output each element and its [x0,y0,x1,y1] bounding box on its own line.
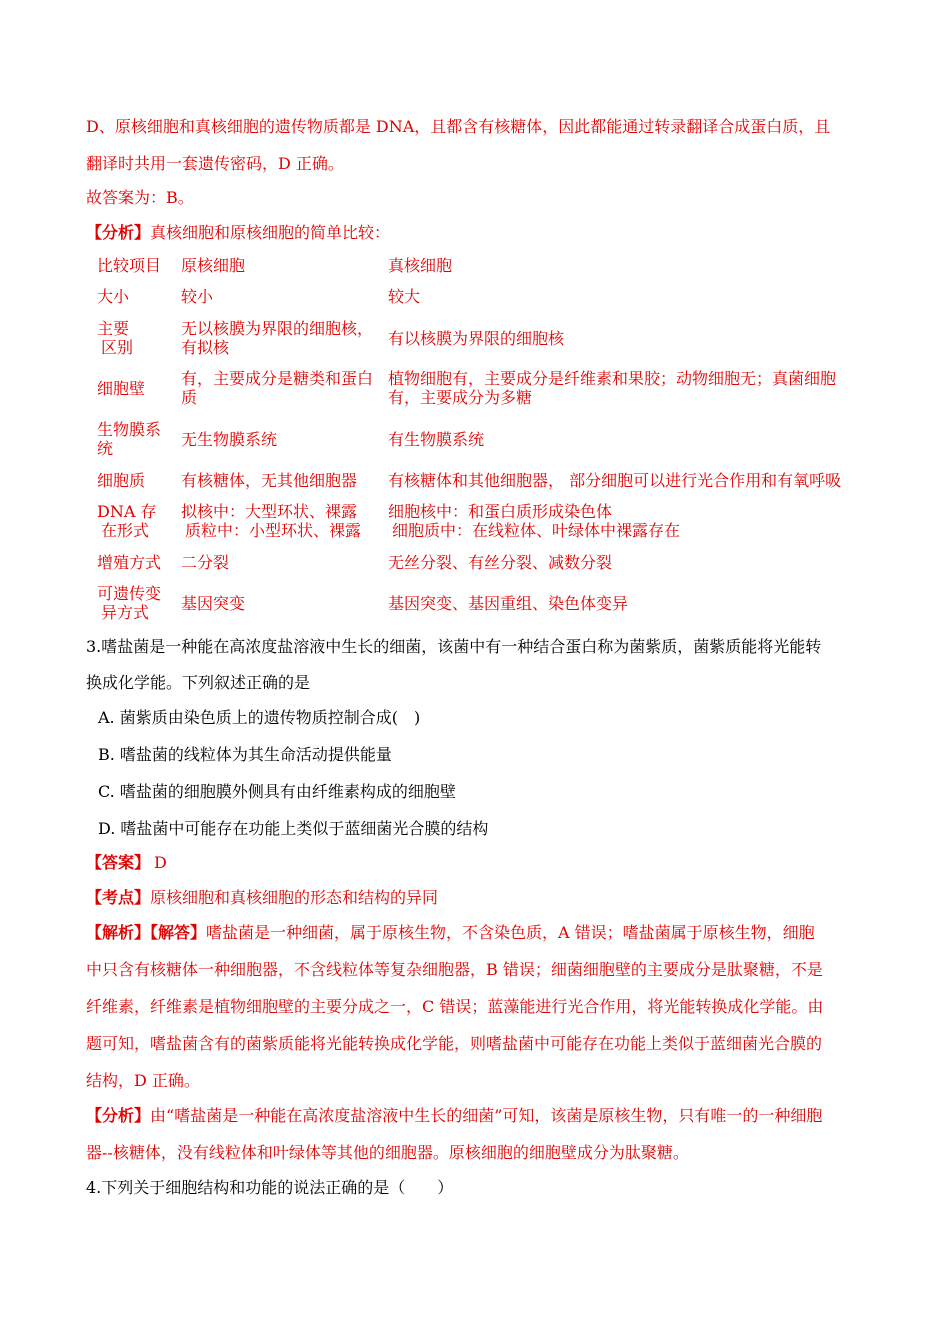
eukaryote-cell: 基因突变、基因重组、染色体变异 [388,594,629,613]
row-label-line: 可遗传变 [97,584,162,603]
cell-line: 细胞质中：在线粒体、叶绿体中裸露存在 [392,521,681,540]
answer-value: D [154,853,167,872]
q3-analysis-line-1 [86,1105,822,1127]
prokaryote-cell: 有核糖体，无其他细胞器 [181,471,358,490]
row-label-line: 生物膜系 [97,420,162,439]
prokaryote-cell [181,502,381,540]
cell-line: 拟核中：大型环状、裸露 [181,502,358,521]
cell-line: 植物细胞有，主要成分是纤维素和果胶；动物细胞无；真菌细胞 [388,369,837,388]
answer-tag: 【答案】 [86,853,151,872]
answer-d-line-2: 翻译时共用一套遗传密码，D 正确。 [86,154,344,173]
row-label-line: 统 [97,439,114,458]
row-label [97,420,175,458]
eukaryote-cell [388,369,868,407]
row-label [97,584,175,622]
row-label: 细胞壁 [97,379,146,398]
row-label-line: 区别 [101,338,134,357]
q3-stem-line-1: 3.嗜盐菌是一种能在高浓度盐溶液中生长的细菌，该菌中有一种结合蛋白称为菌紫质，菌紫质能将光能转 [86,637,822,656]
point-text: 原核细胞和真核细胞的形态和结构的异同 [150,888,439,907]
final-answer: 故答案为：B。 [86,188,194,207]
analysis-heading [86,222,390,244]
cell-line: 无以核膜为界限的细胞核， [181,319,374,338]
eukaryote-cell: 无丝分裂、有丝分裂、减数分裂 [388,553,613,572]
eukaryote-cell: 有以核膜为界限的细胞核 [388,329,565,348]
analysis-text: 真核细胞和原核细胞的简单比较： [150,223,391,242]
cell-line: 有拟核 [181,338,230,357]
eukaryote-cell: 有生物膜系统 [388,430,485,449]
q3-option-b: B. 嗜盐菌的线粒体为其生命活动提供能量 [98,745,392,764]
prokaryote-cell: 二分裂 [181,553,230,572]
prokaryote-cell: 较小 [181,287,214,306]
eukaryote-cell: 较大 [388,287,421,306]
q3-option-c: C. 嗜盐菌的细胞膜外侧具有由纤维素构成的细胞壁 [98,782,456,801]
eukaryote-cell [388,502,868,540]
cell-line: 细胞核中：和蛋白质形成染色体 [388,502,613,521]
cell-line: 有，主要成分是糖类和蛋白 [181,369,374,388]
cell-line: 质粒中：小型环状、裸露 [185,521,362,540]
answer-d-line-1: D、原核细胞和真核细胞的遗传物质都是 DNA，且都含有核糖体，因此都能通过转录翻译合成蛋白质，且 [86,117,831,136]
row-label [97,502,175,540]
q3-analysis-line-2: 器--核糖体，没有线粒体和叶绿体等其他的细胞器。原核细胞的细胞壁成分为肽聚糖。 [86,1143,689,1162]
analysis-tag: 【分析】 [86,1106,151,1125]
q3-explain-line-5: 结构，D 正确。 [86,1071,200,1090]
analysis-text: 由“嗜盐菌是一种能在高浓度盐溶液中生长的细菌”可知，该菌是原核生物，只有唯一的一种细胞 [150,1106,823,1125]
explain-text: 嗜盐菌是一种细菌，属于原核生物，不含染色质，A 错误；嗜盐菌属于原核生物，细胞 [206,923,815,942]
cell-line: 有，主要成分为多糖 [388,388,533,407]
header-eukaryote: 真核细胞 [388,256,453,275]
row-label: 细胞质 [97,471,146,490]
q3-explain-line-1 [86,922,815,944]
row-label-line: 异方式 [101,603,150,622]
q3-option-d: D. 嗜盐菌中可能存在功能上类似于蓝细菌光合膜的结构 [98,819,489,838]
prokaryote-cell [181,319,381,357]
prokaryote-cell: 基因突变 [181,594,246,613]
prokaryote-cell [181,369,381,407]
row-label [97,319,175,357]
q3-point [86,887,438,909]
header-prokaryote: 原核细胞 [181,256,246,275]
q3-stem-line-2: 换成化学能。下列叙述正确的是 [86,673,311,692]
row-label-line: DNA 存 [97,502,157,521]
analysis-tag: 【分析】 [86,223,151,242]
q3-explain-line-4: 题可知，嗜盐菌含有的菌紫质能将光能转换成化学能，则嗜盐菌中可能存在功能上类似于蓝细菌光合膜的 [86,1034,823,1053]
cell-line: 质 [181,388,198,407]
explain-tag: 【解析】【解答】 [86,923,207,942]
row-label-line: 在形式 [101,521,150,540]
q3-answer [86,852,167,874]
eukaryote-cell: 有核糖体和其他细胞器， 部分细胞可以进行光合作用和有氧呼吸 [388,471,842,490]
q4-stem: 4.下列关于细胞结构和功能的说法正确的是（ ） [86,1178,454,1197]
header-item: 比较项目 [97,256,162,275]
prokaryote-cell: 无生物膜系统 [181,430,278,449]
q3-explain-line-2: 中只含有核糖体一种细胞器，不含线粒体等复杂细胞器，B 错误；细菌细胞壁的主要成分是肽聚糖，不是 [86,960,823,979]
row-label: 增殖方式 [97,553,162,572]
row-label-line: 主要 [97,319,130,338]
q3-option-a: A. 菌紫质由染色质上的遗传物质控制合成( ) [98,708,421,727]
point-tag: 【考点】 [86,888,151,907]
q3-explain-line-3: 纤维素，纤维素是植物细胞壁的主要分成之一，C 错误；蓝藻能进行光合作用，将光能转换成化学能。由 [86,997,824,1016]
row-label: 大小 [97,287,130,306]
